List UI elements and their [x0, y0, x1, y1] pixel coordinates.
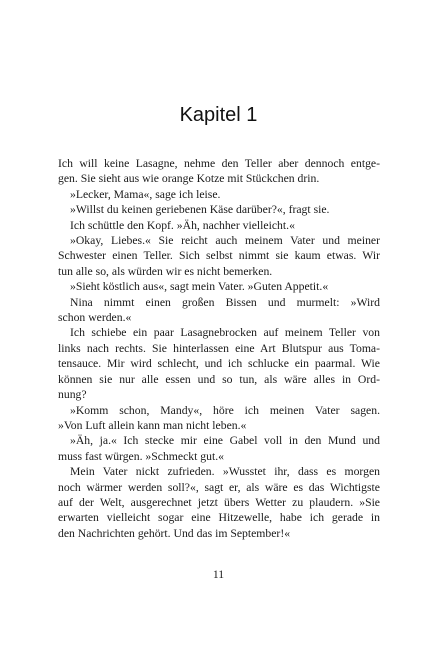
text-line: »Willst du keinen geriebenen Käse darüber?«, fragt sie. [70, 203, 330, 217]
paragraph [58, 325, 380, 402]
paragraph [58, 464, 380, 541]
paragraph [58, 233, 380, 279]
text-line: tensauce. Mir wird schlecht, und ich schlucke ein paarmal. Wie [58, 357, 380, 371]
text-line: »Sieht köstlich aus«, sagt mein Vater. »Guten Appetit.« [70, 280, 329, 294]
text-line: tun alle so, als würden wir es nicht bemerken. [58, 264, 273, 278]
text-line: »Von Luft allein kann man nicht leben.« [58, 418, 247, 432]
text-line: links nach rechts. Sie hinterlassen eine Art Blutspur aus Toma- [58, 341, 380, 355]
text-line: Schwester einen Teller. Sich selbst nimmt sie kaum etwas. Wir [58, 249, 380, 263]
text-line: schon werden.« [58, 311, 132, 325]
page-number: 11 [212, 568, 225, 581]
paragraph [58, 187, 380, 202]
text-line: noch wärmer werden soll?«, sagt er, als wäre es das Wichtigste [58, 480, 380, 494]
paragraph [58, 433, 380, 464]
text-line: muss fast würgen. »Schmeckt gut.« [58, 449, 224, 463]
text-line: den Nachrichten gehört. Und das im September!« [58, 526, 291, 540]
paragraph [58, 279, 380, 294]
paragraph [58, 295, 380, 326]
text-line: »Lecker, Mama«, sage ich leise. [70, 187, 221, 201]
chapter-title: Kapitel 1 [179, 104, 258, 126]
text-line: »Äh, ja.« Ich stecke mir eine Gabel voll in den Mund und [70, 434, 380, 448]
text-line: erwarten vielleicht sogar eine Hitzewelle, habe ich gerade in [58, 511, 380, 525]
text-line: auf der Welt, ausgerechnet jetzt übers Wetter zu plaudern. »Sie [58, 495, 380, 509]
paragraph [58, 403, 380, 434]
chapter-body [58, 156, 380, 541]
text-line: können sie nur alle essen und so tun, als wäre alles in Ord- [58, 372, 380, 386]
paragraph [58, 202, 380, 217]
text-line: »Okay, Liebes.« Sie reicht auch meinem Vater und meiner [70, 234, 380, 248]
paragraph [58, 218, 380, 233]
text-line: Ich will keine Lasagne, nehme den Teller aber dennoch entge- [58, 157, 380, 170]
text-line: »Komm schon, Mandy«, höre ich meinen Vater sagen. [70, 403, 380, 417]
text-line: Ich schüttle den Kopf. »Äh, nachher vielleicht.« [70, 218, 295, 232]
text-line: Mein Vater nickt zufrieden. »Wusstet ihr, dass es morgen [70, 465, 380, 479]
paragraph [58, 156, 380, 187]
text-line: Ich schiebe ein paar Lasagnebrocken auf meinem Teller von [70, 326, 380, 340]
text-line: gen. Sie sieht aus wie orange Kotze mit Stückchen drin. [58, 172, 320, 186]
text-line: Nina nimmt einen großen Bissen und murmelt: »Wird [70, 295, 380, 309]
text-line: nung? [58, 388, 87, 402]
